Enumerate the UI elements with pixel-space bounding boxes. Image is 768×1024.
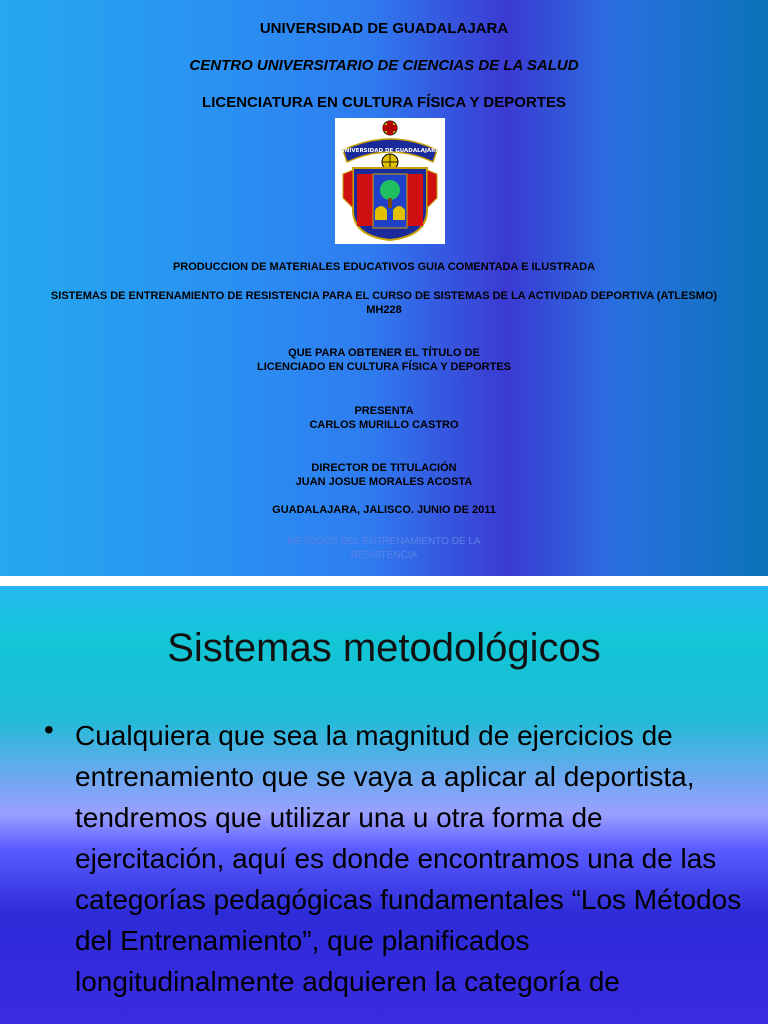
university-logo: [335, 118, 445, 244]
author-name: CARLOS MURILLO CASTRO: [309, 419, 459, 431]
presenta-label: PRESENTA: [354, 405, 414, 417]
director-label: DIRECTOR DE TITULACIÓN: [311, 462, 457, 474]
sistemas-line-1: SISTEMAS DE ENTRENAMIENTO DE RESISTENCIA PARA EL CURSO DE SISTEMAS DE LA ACTIVIDAD DEPORTIVA (ATLESMO): [50, 290, 718, 302]
slide-title: Sistemas metodológicos: [167, 626, 601, 670]
faint-subtitle-1: METODOS DEL ENTRENAMIENTO DE LA: [287, 536, 481, 547]
place-date: GUADALAJARA, JALISCO. JUNIO DE 2011: [272, 504, 496, 516]
produccion-line: PRODUCCION DE MATERIALES EDUCATIVOS GUIA COMENTADA E ILUSTRADA: [172, 261, 596, 273]
bullet-icon: •: [44, 714, 54, 745]
director-name: JUAN JOSUE MORALES ACOSTA: [295, 476, 473, 488]
university-name: UNIVERSIDAD DE GUADALAJARA: [259, 20, 509, 37]
slide-separator: [0, 576, 768, 586]
logo-banner-text: UNIVERSIDAD DE GUADALAJARA: [340, 148, 440, 154]
titulo-line-2: LICENCIADO EN CULTURA FÍSICA Y DEPORTES: [256, 361, 512, 373]
faint-subtitle-2: RESISTENCIA: [350, 550, 418, 561]
centro-name: CENTRO UNIVERSITARIO DE CIENCIAS DE LA SALUD: [189, 57, 579, 74]
content-slide: [0, 586, 768, 1024]
licenciatura-name: LICENCIATURA EN CULTURA FÍSICA Y DEPORTES: [202, 94, 566, 111]
sistemas-line-2: MH228: [366, 304, 402, 316]
body-paragraph: Cualquiera que sea la magnitud de ejercicios de entrenamiento que se vaya a aplicar al deportista, tendremos que utilizar una u otra forma de ejercitación, aquí es donde encontramos una de las categorías pedagógicas fundamentales “Los Métodos del Entrenamiento”, que planificados longitudinalmente adquieren la categoría de: [75, 720, 742, 997]
titulo-line-1: QUE PARA OBTENER EL TÍTULO DE: [288, 347, 480, 359]
